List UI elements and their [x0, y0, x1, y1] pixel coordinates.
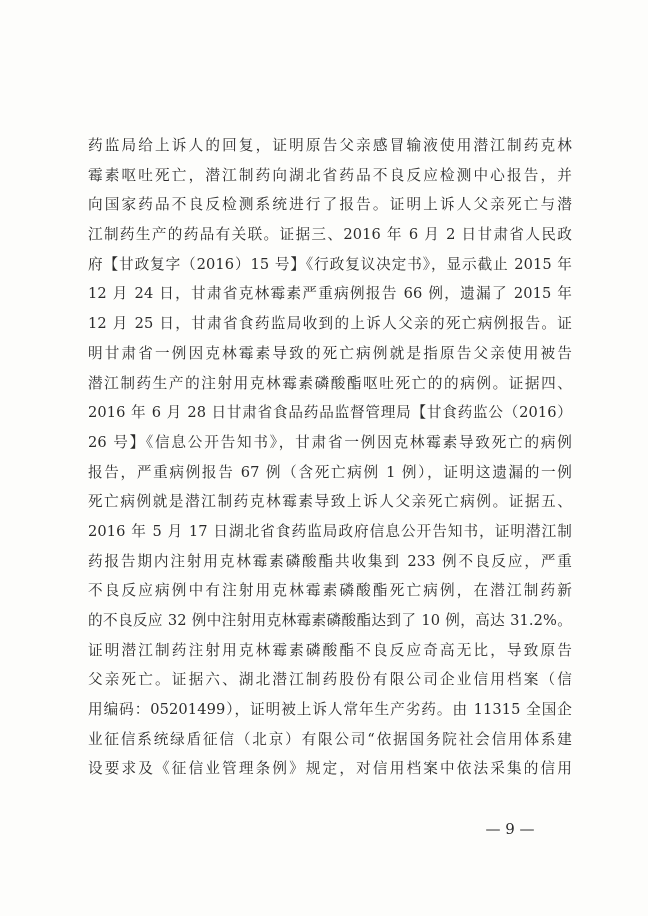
text-line: 潜江制药生产的注射用克林霉素磷酸酯呕吐死亡的的病例。证据四、	[88, 374, 572, 392]
text-line: 用编码：05201499），证明被上诉人常年生产劣药。由 11315 全国企	[88, 701, 572, 719]
text-line: 2016 年 6 月 28 日甘肃省食品药品监督管理局【甘食药监公（2016）	[88, 404, 572, 422]
text-line: 不良反应病例中有注射用克林霉素磷酸酯死亡病例，在潜江制药新	[88, 582, 572, 600]
text-line: 业征信系统绿盾征信（北京）有限公司“依据国务院社会信用体系建	[88, 730, 572, 748]
text-line: 父亲死亡。证据六、湖北潜江制药股份有限公司企业信用档案（信	[88, 671, 572, 689]
body-text	[88, 131, 572, 784]
page-number: — 9 —	[485, 820, 535, 838]
text-line: 2016 年 5 月 17 日湖北省食药监局政府信息公开告知书，证明潜江制	[88, 522, 572, 540]
text-line: 设要求及《征信业管理条例》规定，对信用档案中依法采集的信用	[88, 760, 572, 778]
text-line: 26 号】《信息公开告知书》，甘肃省一例因克林霉素导致死亡的病例	[88, 433, 572, 451]
text-line: 的不良反应 32 例中注射用克林霉素磷酸酯达到了 10 例，高达 31.2%。	[88, 612, 572, 629]
text-line: 药报告期内注射用克林霉素磷酸酯共收集到 233 例不良反应，严重	[88, 552, 572, 570]
text-line: 12 月 25 日，甘肃省食药监局收到的上诉人父亲的死亡病例报告。证	[88, 315, 572, 333]
text-line: 霉素呕吐死亡，潜江制药向湖北省药品不良反应检测中心报告，并	[88, 166, 572, 184]
text-line: 死亡病例就是潜江制药克林霉素导致上诉人父亲死亡病例。证据五、	[88, 493, 572, 511]
text-line: 向国家药品不良反检测系统进行了报告。证明上诉人父亲死亡与潜	[88, 196, 572, 214]
text-line: 府【甘政复字（2016）15 号】《行政复议决定书》，显示截止 2015 年	[88, 255, 572, 273]
text-line: 药监局给上诉人的回复，证明原告父亲感冒输液使用潜江制药克林	[88, 137, 572, 154]
text-line: 明甘肃省一例因克林霉素导致的死亡病例就是指原告父亲使用被告	[88, 344, 572, 362]
text-line: 报告，严重病例报告 67 例（含死亡病例 1 例），证明这遗漏的一例	[88, 463, 572, 481]
text-line: 江制药生产的药品有关联。证据三、2016 年 6 月 2 日甘肃省人民政	[88, 226, 572, 244]
text-line: 证明潜江制药注射用克林霉素磷酸酯不良反应奇高无比，导致原告	[88, 641, 572, 659]
text-line: 12 月 24 日，甘肃省克林霉素严重病例报告 66 例，遗漏了 2015 年	[88, 285, 572, 303]
